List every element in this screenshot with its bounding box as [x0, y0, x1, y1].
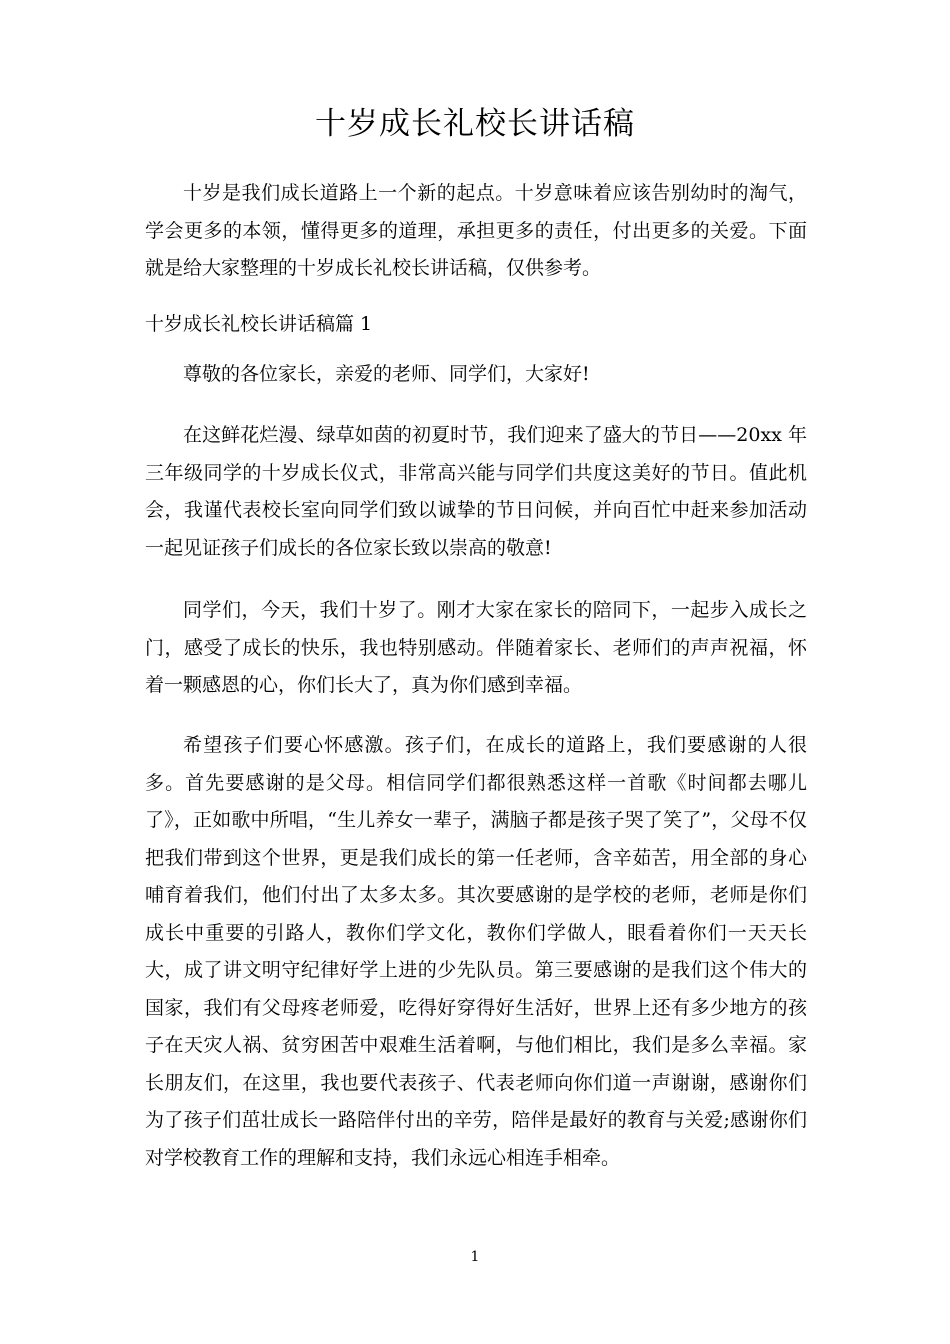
page-number: 1: [470, 1249, 480, 1265]
intro-paragraph: 十岁是我们成长道路上一个新的起点。十岁意味着应该告别幼时的淘气，学会更多的本领，懂得更多的道理，承担更多的责任，付出更多的关爱。下面就是给大家整理的十岁成长礼校长讲话稿，仅供参考。: [145, 182, 807, 279]
greeting-paragraph: 尊敬的各位家长，亲爱的老师、同学们，大家好!: [183, 363, 590, 385]
body-paragraph-1: 在这鲜花烂漫、绿草如茵的初夏时节，我们迎来了盛大的节日——20xx 年三年级同学的十岁成长仪式，非常高兴能与同学们共度这美好的节日。值此机会，我谨代表校长室向同学们致以诚挚的节日问候，并向百忙中赶来参加活动一起见证孩子们成长的各位家长致以崇高的敬意!: [145, 424, 807, 559]
body-paragraph-2: 同学们，今天，我们十岁了。刚才大家在家长的陪同下，一起步入成长之门，感受了成长的快乐，我也特别感动。伴随着家长、老师们的声声祝福，怀着一颗感恩的心，你们长大了，真为你们感到幸福。: [145, 599, 807, 696]
document-title: 十岁成长礼校长讲话稿: [315, 106, 635, 142]
body-paragraph-3: 希望孩子们要心怀感激。孩子们，在成长的道路上，我们要感谢的人很多。首先要感谢的是父母。相信同学们都很熟悉这样一首歌《时间都去哪儿了》，正如歌中所唱，“生儿养女一辈子，满脑子都是孩子哭了笑了”，父母不仅把我们带到这个世界，更是我们成长的第一任老师，含辛茹苦，用全部的身心哺育着我们，他们付出了太多太多。其次要感谢的是学校的老师，老师是你们成长中重要的引路人，教你们学文化，教你们学做人，眼看着你们一天天长大，成了讲文明守纪律好学上进的少先队员。第三要感谢的是我们这个伟大的国家，我们有父母疼老师爱，吃得好穿得好生活好，世界上还有多少地方的孩子在天灾人祸、贫穷困苦中艰难生活着啊，与他们相比，我们是多么幸福。家长朋友们，在这里，我也要代表孩子、代表老师向你们道一声谢谢，感谢你们为了孩子们茁壮成长一路陪伴付出的辛劳，陪伴是最好的教育与关爱;感谢你们对学校教育工作的理解和支持，我们永远心相连手相牵。: [145, 734, 807, 1169]
section-heading: 十岁成长礼校长讲话稿篇 1: [145, 313, 373, 335]
